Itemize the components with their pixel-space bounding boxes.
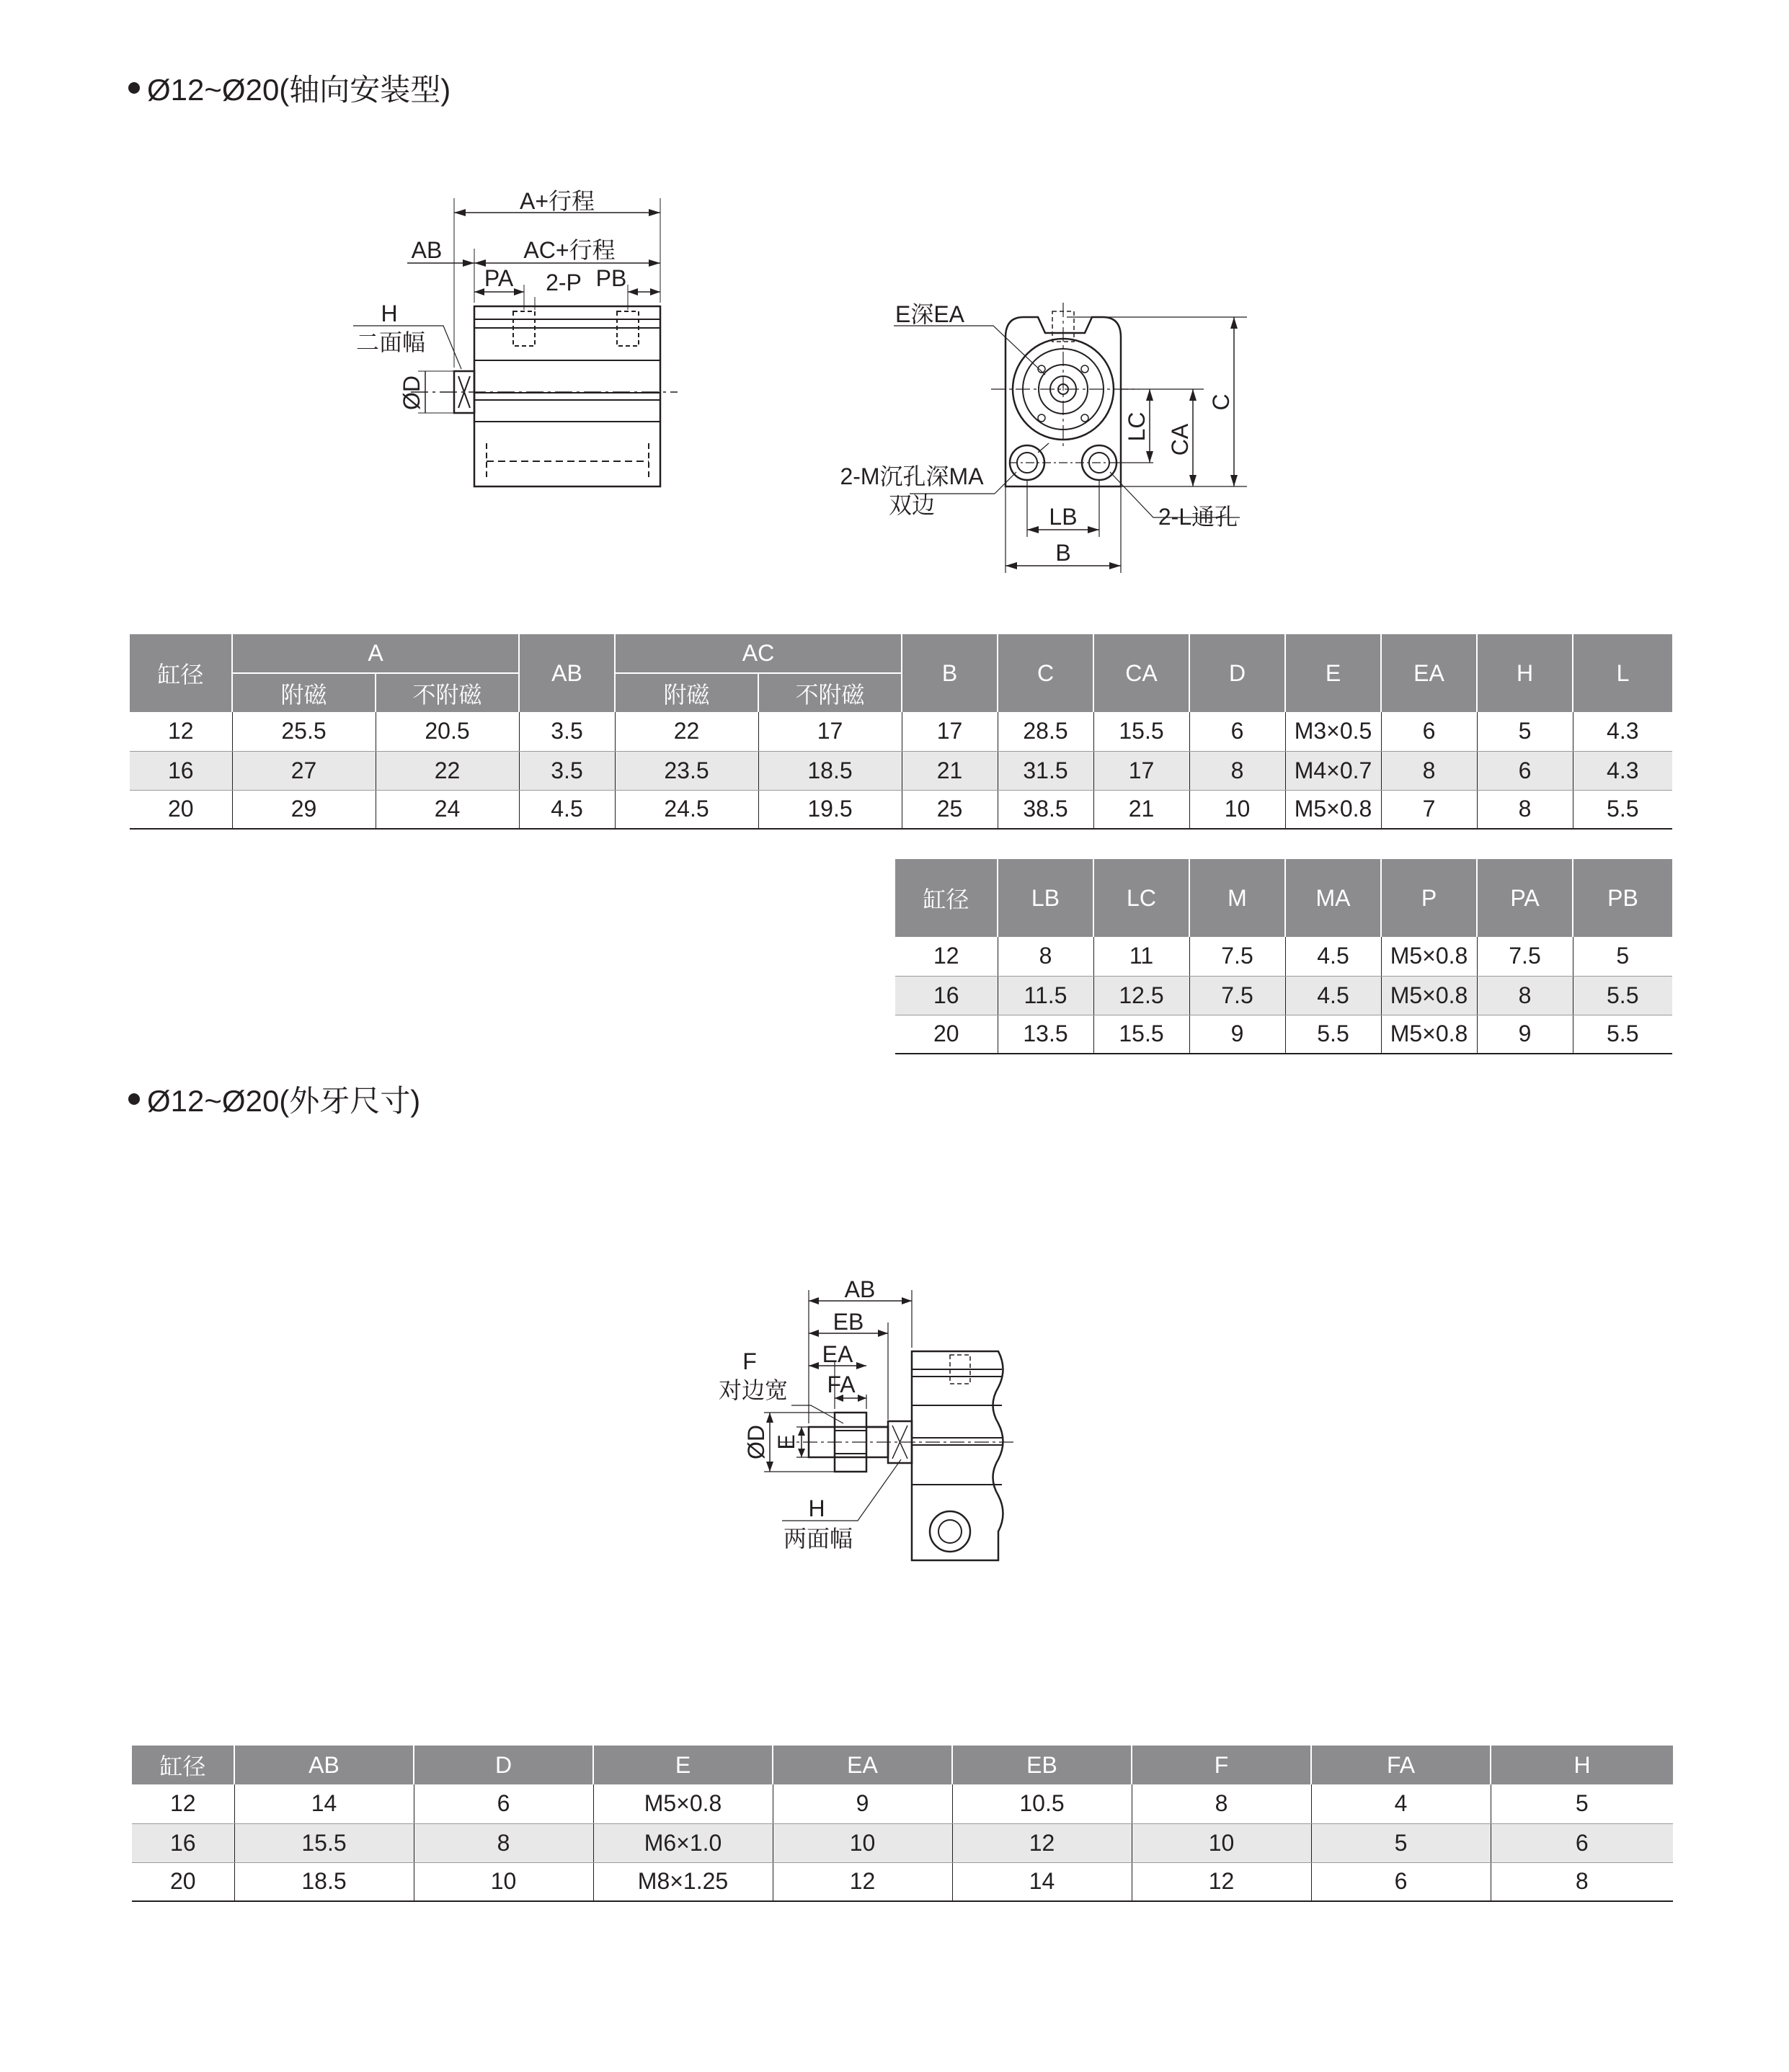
table-cell: 19.5 (758, 790, 902, 829)
header-h: H (1477, 634, 1573, 712)
table-cell: 5 (1311, 1823, 1491, 1862)
table-cell: 8 (1381, 751, 1477, 790)
table-cell: 16 (130, 751, 232, 790)
table-cell: 18.5 (758, 751, 902, 790)
header-ma: MA (1285, 859, 1381, 937)
table-cell: 14 (952, 1862, 1132, 1901)
table-cell: 10.5 (952, 1784, 1132, 1823)
table-cell: 6 (1381, 712, 1477, 751)
table-cell: M5×0.8 (1381, 976, 1477, 1015)
across-flats-label: 对边宽 (718, 1377, 789, 1403)
dim-two-face-width-label: 二面幅 (355, 329, 426, 355)
header-ea: EA (1381, 634, 1477, 712)
table-cell: 24.5 (615, 790, 758, 829)
table-row (130, 790, 1672, 829)
dim-od-label: ØD (399, 375, 425, 410)
table-cell: 16 (895, 976, 998, 1015)
table-cell: 10 (1189, 790, 1285, 829)
dim-c-label: C (1208, 393, 1234, 411)
header-d: D (1189, 634, 1285, 712)
table-cell: M6×1.0 (593, 1823, 773, 1862)
table-cell: 8 (998, 937, 1093, 976)
through-hole-label: 2-L通孔 (1158, 504, 1238, 530)
table-cell: 27 (232, 751, 376, 790)
table-cell: 5 (1491, 1784, 1673, 1823)
table-cell: 6 (1311, 1862, 1491, 1901)
table-cell: M5×0.8 (1285, 790, 1381, 829)
table-cell: 8 (1491, 1862, 1673, 1901)
header-ac-non-magnetic: 不附磁 (758, 673, 902, 712)
both-sides-label: 双边 (888, 492, 936, 518)
table-cell: 25 (902, 790, 998, 829)
table-cell: 17 (902, 712, 998, 751)
table-cell: 12 (1132, 1862, 1311, 1901)
table-cell: M5×0.8 (1381, 937, 1477, 976)
table-cell: 5.5 (1573, 976, 1672, 1015)
header-a-non-magnetic: 不附磁 (376, 673, 519, 712)
table-row (132, 1862, 1673, 1901)
table-cell: 21 (902, 751, 998, 790)
table-cell: 10 (414, 1862, 593, 1901)
table-cell: 31.5 (998, 751, 1093, 790)
table-row (132, 1784, 1673, 1823)
dim-b-label: B (1055, 540, 1071, 566)
dim-ca-label: CA (1167, 423, 1193, 456)
dim-h-label: H (808, 1495, 825, 1521)
counterbore-label: 2-M沉孔深MA (840, 463, 984, 489)
table-cell: 21 (1093, 790, 1189, 829)
dim-a-stroke-label: A+行程 (519, 188, 595, 214)
table-cell: 17 (758, 712, 902, 751)
dim-ab-label: AB (844, 1276, 876, 1302)
table-cell: 20 (130, 790, 232, 829)
table-cell: 9 (1189, 1015, 1285, 1054)
bullet-icon (128, 1093, 140, 1105)
header-p: P (1381, 859, 1477, 937)
dim-fa-label: FA (827, 1371, 856, 1397)
table-cell: 8 (1477, 976, 1573, 1015)
axial-dimension-table (130, 634, 1672, 830)
table-cell: 6 (1491, 1823, 1673, 1862)
header-pb: PB (1573, 859, 1672, 937)
table-cell: 4.5 (1285, 937, 1381, 976)
table-cell: 25.5 (232, 712, 376, 751)
table-cell: 22 (376, 751, 519, 790)
dim-lc-label: LC (1124, 412, 1150, 442)
table-cell: 13.5 (998, 1015, 1093, 1054)
external-thread-table (132, 1746, 1673, 1902)
table-cell: 6 (1189, 712, 1285, 751)
dim-od-label: ØD (743, 1425, 769, 1459)
bullet-icon (128, 82, 140, 94)
table-cell: M3×0.5 (1285, 712, 1381, 751)
header-m: M (1189, 859, 1285, 937)
table-row (132, 1823, 1673, 1862)
table-cell: 8 (1477, 790, 1573, 829)
dim-2p-label: 2-P (546, 270, 582, 295)
table-cell: 29 (232, 790, 376, 829)
header-a-magnetic: 附磁 (232, 673, 376, 712)
table-cell: 7.5 (1477, 937, 1573, 976)
table-cell: 15.5 (1093, 712, 1189, 751)
header-e: E (593, 1746, 773, 1784)
table-cell: 18.5 (234, 1862, 414, 1901)
header-e: E (1285, 634, 1381, 712)
table-cell: 4.5 (1285, 976, 1381, 1015)
header-ab: AB (234, 1746, 414, 1784)
dim-pb-label: PB (595, 265, 627, 291)
table-cell: 5 (1477, 712, 1573, 751)
header-c: C (998, 634, 1093, 712)
table-cell: 5.5 (1573, 790, 1672, 829)
table-cell: 15.5 (1093, 1015, 1189, 1054)
dim-eb-label: EB (833, 1309, 864, 1335)
table-cell: 38.5 (998, 790, 1093, 829)
header-ca: CA (1093, 634, 1189, 712)
table-cell: 12 (132, 1784, 234, 1823)
table-row (130, 751, 1672, 790)
header-b: B (902, 634, 998, 712)
section-title-axial-text: Ø12~Ø20(轴向安装型) (147, 73, 451, 107)
table-row (895, 937, 1672, 976)
section-title-thread (128, 1077, 420, 1121)
dim-f-label: F (742, 1348, 757, 1374)
header-h: H (1491, 1746, 1673, 1784)
table-cell: 7.5 (1189, 976, 1285, 1015)
table-cell: 4.3 (1573, 751, 1672, 790)
dim-ac-stroke-label: AC+行程 (523, 237, 616, 263)
table-cell: 20.5 (376, 712, 519, 751)
dim-ab-label: AB (411, 237, 443, 263)
dim-lb-label: LB (1049, 504, 1078, 530)
table-cell: 3.5 (519, 712, 615, 751)
table-row (130, 712, 1672, 751)
section-title-thread-text: Ø12~Ø20(外牙尺寸) (147, 1084, 421, 1118)
table-cell: 12 (895, 937, 998, 976)
header-bore: 缸径 (132, 1746, 234, 1784)
table-cell: 12.5 (1093, 976, 1189, 1015)
table-cell: 22 (615, 712, 758, 751)
header-a: A (232, 634, 519, 673)
table-cell: 6 (414, 1784, 593, 1823)
table-cell: 11.5 (998, 976, 1093, 1015)
header-bore: 缸径 (130, 634, 232, 712)
table-cell: 8 (414, 1823, 593, 1862)
dim-h-label: H (381, 301, 398, 326)
table-cell: 10 (773, 1823, 952, 1862)
table-cell: 15.5 (234, 1823, 414, 1862)
section-title-axial (128, 66, 450, 110)
mounting-dimension-table (895, 859, 1672, 1054)
header-d: D (414, 1746, 593, 1784)
header-fa: FA (1311, 1746, 1491, 1784)
table-cell: 12 (952, 1823, 1132, 1862)
table-cell: 20 (895, 1015, 998, 1054)
table-cell: 5 (1573, 937, 1672, 976)
table-cell: 3.5 (519, 751, 615, 790)
table-cell: 9 (773, 1784, 952, 1823)
header-bore: 缸径 (895, 859, 998, 937)
table-cell: 6 (1477, 751, 1573, 790)
table-row (895, 976, 1672, 1015)
table-cell: 8 (1132, 1784, 1311, 1823)
table-cell: M5×0.8 (1381, 1015, 1477, 1054)
table-cell: M8×1.25 (593, 1862, 773, 1901)
header-ac-magnetic: 附磁 (615, 673, 758, 712)
header-pa: PA (1477, 859, 1573, 937)
table-cell: 4.3 (1573, 712, 1672, 751)
header-ab: AB (519, 634, 615, 712)
table-cell: 24 (376, 790, 519, 829)
table-cell: 20 (132, 1862, 234, 1901)
table-cell: 17 (1093, 751, 1189, 790)
front-view-drawing (829, 288, 1261, 584)
header-lb: LB (998, 859, 1093, 937)
dim-e-depth-label: E深EA (894, 301, 965, 327)
table-cell: 4.5 (519, 790, 615, 829)
table-cell: 16 (132, 1823, 234, 1862)
table-cell: 7.5 (1189, 937, 1285, 976)
header-ea: EA (773, 1746, 952, 1784)
table-cell: 8 (1189, 751, 1285, 790)
dim-pa-label: PA (484, 265, 514, 291)
table-cell: 11 (1093, 937, 1189, 976)
two-face-width-label: 两面幅 (783, 1526, 853, 1552)
header-lc: LC (1093, 859, 1189, 937)
table-cell: M5×0.8 (593, 1784, 773, 1823)
table-cell: 5.5 (1285, 1015, 1381, 1054)
header-eb: EB (952, 1746, 1132, 1784)
table-cell: 10 (1132, 1823, 1311, 1862)
table-cell: 7 (1381, 790, 1477, 829)
table-cell: M4×0.7 (1285, 751, 1381, 790)
table-cell: 4 (1311, 1784, 1491, 1823)
side-view-drawing (346, 173, 721, 512)
table-cell: 12 (773, 1862, 952, 1901)
table-cell: 28.5 (998, 712, 1093, 751)
table-cell: 9 (1477, 1015, 1573, 1054)
table-cell: 23.5 (615, 751, 758, 790)
header-ac: AC (615, 634, 902, 673)
header-f: F (1132, 1746, 1311, 1784)
table-cell: 14 (234, 1784, 414, 1823)
table-cell: 12 (130, 712, 232, 751)
external-thread-drawing (692, 1268, 1038, 1571)
dim-e-label: E (773, 1434, 799, 1450)
header-l: L (1573, 634, 1672, 712)
table-row (895, 1015, 1672, 1054)
table-cell: 5.5 (1573, 1015, 1672, 1054)
dim-ea-label: EA (822, 1341, 853, 1367)
